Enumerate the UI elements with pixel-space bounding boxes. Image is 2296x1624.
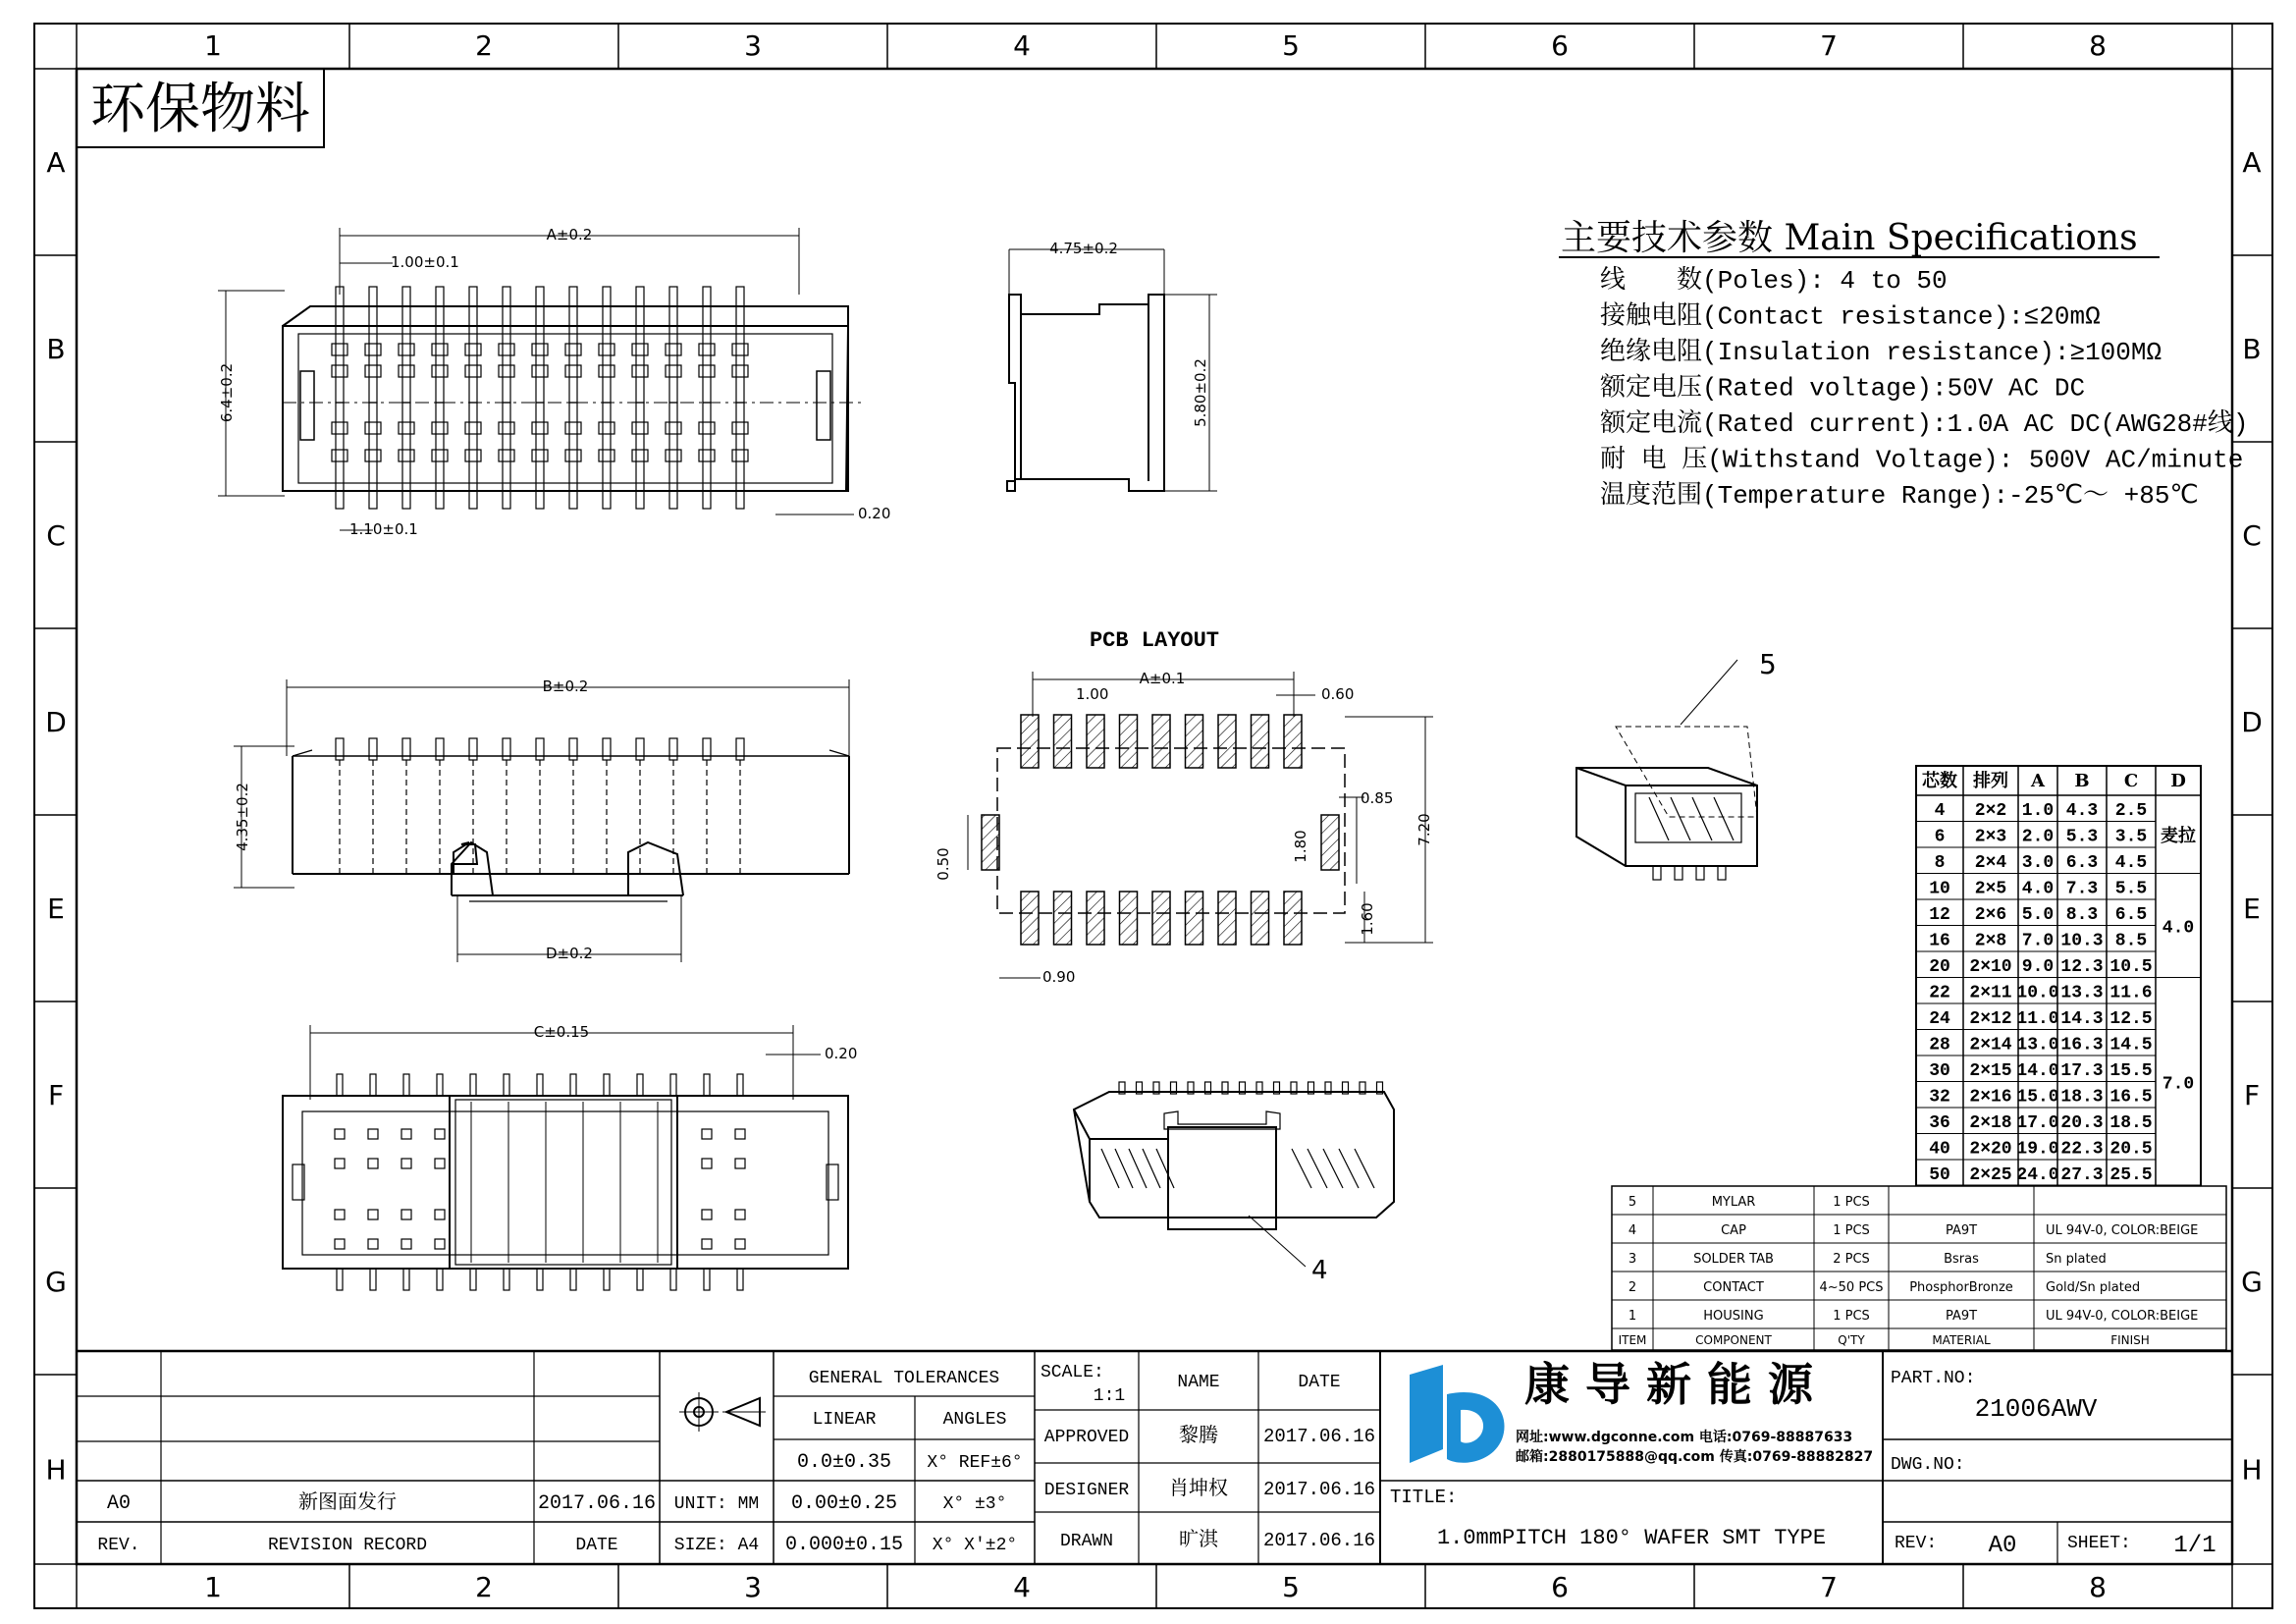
dim-side-h: 5.80±0.2 xyxy=(1192,358,1209,427)
dim-table-cell: 11.0 xyxy=(2016,1009,2059,1029)
dim-table-cell: 3.5 xyxy=(2114,827,2148,847)
approved-label: APPROVED xyxy=(1043,1428,1130,1447)
rev-date-header: DATE xyxy=(575,1536,618,1555)
dim-table-cell: 13.3 xyxy=(2060,983,2104,1003)
dim-table-cell: 5.0 xyxy=(2021,905,2055,925)
zone-row-G-left: G xyxy=(45,1266,67,1298)
zone-col-1-top: 1 xyxy=(204,29,222,62)
dim-table-cell: 16 xyxy=(1929,931,1950,951)
dim-table-cell: 16.3 xyxy=(2060,1035,2104,1056)
zone-col-7-bottom: 7 xyxy=(1820,1571,1838,1603)
dim-table-header: A xyxy=(2031,771,2045,791)
bom-cell: UL 94V-0, COLOR:BEIGE xyxy=(2046,1309,2199,1324)
dim-table-cell: 28 xyxy=(1929,1035,1950,1056)
zone-col-7-top: 7 xyxy=(1820,29,1838,62)
dim-table-cell: 25.5 xyxy=(2109,1165,2153,1185)
dim-table-cell: 14.0 xyxy=(2016,1061,2059,1081)
dim-table-cell: 22 xyxy=(1929,983,1950,1003)
designer-date: 2017.06.16 xyxy=(1262,1479,1376,1500)
tol-angle-1: X° REF±6° xyxy=(927,1453,1023,1473)
dim-table-header: 排列 xyxy=(1973,771,2008,791)
dim-table-cell: 7.3 xyxy=(2065,879,2099,899)
pcb-dim-050: 0.50 xyxy=(934,847,952,881)
dim-table-cell: 2×15 xyxy=(1969,1061,2012,1081)
zone-row-C-right: C xyxy=(2242,519,2262,552)
bom-header: FINISH xyxy=(2110,1333,2150,1347)
company-logo-icon xyxy=(1410,1365,1505,1463)
dim-table-cell: 5.5 xyxy=(2114,879,2148,899)
dim-table-cell: 6.3 xyxy=(2065,853,2099,873)
callout-item-5: 5 xyxy=(1759,648,1777,680)
dim-table-cell: 8.5 xyxy=(2114,931,2148,951)
bottom-view-dims xyxy=(534,1023,858,1062)
zone-col-2-top: 2 xyxy=(475,29,493,62)
dim-table-cell: 2×3 xyxy=(1974,827,2007,847)
spec-line: 温度范围(Temperature Range):-25℃～ +85℃ xyxy=(1600,481,2199,511)
zone-row-E-right: E xyxy=(2243,893,2261,925)
zone-col-4-top: 4 xyxy=(1013,29,1031,62)
bottom-view xyxy=(283,1025,848,1290)
dim-table-cell: 2×12 xyxy=(1969,1009,2012,1029)
spec-line: 线 数(Poles): 4 to 50 xyxy=(1600,266,1948,296)
dim-table-cell: 32 xyxy=(1929,1087,1950,1108)
dim-table-cell: 2×8 xyxy=(1974,931,2007,951)
bom-cell: 1 PCS xyxy=(1833,1223,1870,1238)
part-no-value: 21006AWV xyxy=(1974,1394,2098,1424)
dim-table-cell: 2×11 xyxy=(1969,983,2012,1003)
dim-table-header: B xyxy=(2074,771,2090,791)
drawn-date: 2017.06.16 xyxy=(1262,1530,1376,1551)
dim-table-cell: 10.0 xyxy=(2016,983,2059,1003)
pcb-dim-160: 1.60 xyxy=(1359,902,1376,936)
dim-table-cell: 10.5 xyxy=(2109,957,2153,977)
zone-row-E-left: E xyxy=(47,893,65,925)
designer-name: 肖坤权 xyxy=(1169,1476,1228,1499)
rev-value: A0 xyxy=(106,1492,132,1515)
rev-desc: 新图面发行 xyxy=(298,1489,397,1513)
linear-header: LINEAR xyxy=(812,1410,877,1430)
bom-header: COMPONENT xyxy=(1695,1333,1772,1347)
side-view xyxy=(1007,249,1217,491)
dim-table-cell: 6 xyxy=(1934,827,1946,847)
zone-col-5-bottom: 5 xyxy=(1282,1571,1300,1603)
dim-table-cell: 1.0 xyxy=(2021,801,2055,821)
rev-header: REV. xyxy=(97,1536,140,1555)
front-view-dims xyxy=(234,677,593,962)
bom-header: Q'TY xyxy=(1838,1333,1865,1347)
dim-front-d: D±0.2 xyxy=(546,945,593,962)
zone-col-8-top: 8 xyxy=(2089,29,2107,62)
zone-col-2-bottom: 2 xyxy=(475,1571,493,1603)
zone-col-4-bottom: 4 xyxy=(1013,1571,1031,1603)
dim-table-cell: 11.6 xyxy=(2109,983,2153,1003)
dim-top-020: 0.20 xyxy=(858,505,891,522)
dim-table-cell: 4.5 xyxy=(2114,853,2148,873)
dim-table-cell: 24 xyxy=(1929,1009,1950,1029)
dim-table-cell: 30 xyxy=(1929,1061,1950,1081)
bom-cell: MYLAR xyxy=(1711,1195,1756,1210)
dim-table-cell: 2×10 xyxy=(1969,957,2012,977)
angles-header: ANGLES xyxy=(942,1410,1007,1430)
dim-table-cell: 2×5 xyxy=(1974,879,2007,899)
bom-cell: PA9T xyxy=(1945,1309,1978,1324)
pcb-dim-pitch: 1.00 xyxy=(1076,685,1109,703)
bom-cell: 3 xyxy=(1628,1252,1637,1267)
approved-name: 黎腾 xyxy=(1179,1423,1218,1446)
tol-linear-1: 0.0±0.35 xyxy=(796,1451,892,1474)
dimension-table xyxy=(1916,766,2201,1186)
dim-table-cell: 14.3 xyxy=(2060,1009,2104,1029)
zone-row-F-right: F xyxy=(2243,1079,2261,1111)
bom-cell: 5 xyxy=(1628,1195,1637,1210)
bom-header: MATERIAL xyxy=(1932,1333,1991,1347)
bom-cell: PhosphorBronze xyxy=(1909,1280,2013,1295)
zone-row-B-left: B xyxy=(46,333,66,365)
zone-row-B-right: B xyxy=(2242,333,2262,365)
company-name: 康 导 新 能 源 xyxy=(1523,1358,1814,1411)
dim-table-cell: 2×6 xyxy=(1974,905,2007,925)
dim-table-cell: 40 xyxy=(1929,1139,1950,1160)
dim-table-cell: 12 xyxy=(1929,905,1950,925)
eco-label-box xyxy=(77,69,324,147)
callout-item-4: 4 xyxy=(1311,1256,1328,1285)
dim-table-cell: 2×18 xyxy=(1969,1113,2012,1133)
scale-value: 1:1 xyxy=(1093,1386,1126,1406)
spec-line: 耐 电 压(Withstand Voltage): 500V AC/minute xyxy=(1600,445,2244,475)
bom-cell: 2 PCS xyxy=(1833,1252,1870,1267)
rev-label: REV: xyxy=(1895,1534,1938,1553)
pcb-dim-085: 0.85 xyxy=(1361,789,1394,807)
scale-label: SCALE: xyxy=(1041,1363,1104,1382)
bom-cell: Sn plated xyxy=(2046,1252,2107,1267)
dim-table-cell: 8.3 xyxy=(2065,905,2099,925)
drawing-title: 1.0mmPITCH 180° WAFER SMT TYPE xyxy=(1436,1526,1827,1550)
rev-date: 2017.06.16 xyxy=(537,1492,657,1515)
dim-table-cell: 8 xyxy=(1934,853,1946,873)
spec-line: 绝缘电阻(Insulation resistance):≥100MΩ xyxy=(1600,338,2163,367)
dim-top-h: 6.4±0.2 xyxy=(218,362,236,423)
general-tolerances: GENERAL TOLERANCES xyxy=(808,1369,1000,1388)
spec-line: 额定电流(Rated current):1.0A AC DC(AWG28#线) xyxy=(1600,409,2249,439)
dim-bottom-c: C±0.15 xyxy=(533,1023,590,1041)
dim-table-cell: 22.3 xyxy=(2060,1139,2104,1160)
dim-table-cell: 36 xyxy=(1929,1113,1950,1133)
pcb-dim-090: 0.90 xyxy=(1042,968,1076,986)
bom-cell: CAP xyxy=(1721,1223,1746,1238)
dwg-no-label: DWG.NO: xyxy=(1891,1455,1965,1475)
dim-table-cell: 2×2 xyxy=(1974,801,2007,821)
zone-row-H-right: H xyxy=(2241,1453,2263,1487)
bom-cell: 1 PCS xyxy=(1833,1195,1870,1210)
bom-table xyxy=(1612,1186,2226,1350)
part-no-label: PART.NO: xyxy=(1891,1369,1976,1388)
tol-angle-3: X° X'±2° xyxy=(932,1536,1018,1555)
dim-table-cell: 2×25 xyxy=(1969,1165,2012,1185)
zone-row-A-right: A xyxy=(2242,146,2262,179)
dim-table-cell: 6.5 xyxy=(2114,905,2148,925)
rev-no-value: A0 xyxy=(1988,1533,2017,1559)
title-block-text xyxy=(97,1363,2216,1559)
dim-table-header: C xyxy=(2123,771,2139,791)
dim-table-cell: 2×4 xyxy=(1974,853,2007,873)
pcb-layout-dims xyxy=(934,628,1433,986)
dim-table-header: 芯数 xyxy=(1922,771,1957,791)
dim-top-pitch: 1.00±0.1 xyxy=(391,253,459,271)
zone-col-6-top: 6 xyxy=(1551,29,1569,62)
iso-view-large xyxy=(1074,1082,1394,1267)
bom-cell: SOLDER TAB xyxy=(1693,1252,1774,1267)
dim-front-b: B±0.2 xyxy=(542,677,589,695)
tol-linear-3: 0.000±0.15 xyxy=(784,1534,904,1556)
dim-table-cell: 14.5 xyxy=(2109,1035,2153,1056)
company-contact-2: 邮箱:2880175888@qq.com 传真:0769-88882827 xyxy=(1516,1449,1874,1465)
dim-table-cell: 7.0 xyxy=(2021,931,2055,951)
sheet-value: 1/1 xyxy=(2173,1533,2216,1559)
drawn-name: 旷淇 xyxy=(1179,1527,1218,1550)
iso-view-small xyxy=(1576,660,1757,880)
top-view xyxy=(218,228,864,530)
dim-table-cell: 2×20 xyxy=(1969,1139,2012,1160)
bom-cell: PA9T xyxy=(1945,1223,1978,1238)
dim-table-d-group: 7.0 xyxy=(2162,1074,2195,1095)
spec-line: 接触电阻(Contact resistance):≤20mΩ xyxy=(1600,301,2101,332)
dim-table-cell: 20 xyxy=(1929,957,1950,977)
zone-row-G-right: G xyxy=(2241,1266,2263,1298)
dim-table-cell: 27.3 xyxy=(2060,1165,2104,1185)
bom-cell: Gold/Sn plated xyxy=(2046,1280,2141,1295)
dim-side-w: 4.75±0.2 xyxy=(1049,240,1118,257)
dim-table-d-group: 麦拉 xyxy=(2161,827,2196,847)
dim-table-cell: 50 xyxy=(1929,1165,1950,1185)
bom-cell: 4~50 PCS xyxy=(1819,1280,1884,1295)
dim-table-cell: 13.0 xyxy=(2016,1035,2059,1056)
dim-table-cell: 12.5 xyxy=(2109,1009,2153,1029)
zone-col-8-bottom: 8 xyxy=(2089,1571,2107,1603)
dim-table-cell: 12.3 xyxy=(2060,957,2104,977)
dim-table-cell: 18.5 xyxy=(2109,1113,2153,1133)
designer-label: DESIGNER xyxy=(1043,1481,1130,1500)
zone-col-3-top: 3 xyxy=(744,29,762,62)
company-logo-block xyxy=(1410,1358,1873,1465)
zone-col-1-bottom: 1 xyxy=(204,1571,222,1603)
approved-date: 2017.06.16 xyxy=(1262,1426,1376,1447)
tol-angle-2: X° ±3° xyxy=(942,1494,1007,1514)
dim-table-cell: 3.0 xyxy=(2021,853,2055,873)
dim-table-cell: 10 xyxy=(1929,879,1950,899)
dim-table-cell: 17.3 xyxy=(2060,1061,2104,1081)
pcb-dim-a: A±0.1 xyxy=(1139,670,1186,687)
dim-bottom-020: 0.20 xyxy=(825,1045,858,1062)
size: SIZE: A4 xyxy=(673,1536,760,1555)
zone-col-5-top: 5 xyxy=(1282,29,1300,62)
dim-table-cell: 2.0 xyxy=(2021,827,2055,847)
title-label: TITLE: xyxy=(1390,1487,1458,1508)
bom-cell: UL 94V-0, COLOR:BEIGE xyxy=(2046,1223,2199,1238)
unit: UNIT: MM xyxy=(673,1494,760,1514)
dim-top-110: 1.10±0.1 xyxy=(349,520,418,538)
zone-row-D-left: D xyxy=(45,706,67,738)
front-view xyxy=(234,679,849,962)
zone-col-3-bottom: 3 xyxy=(744,1571,762,1603)
tol-linear-2: 0.00±0.25 xyxy=(790,1492,898,1515)
dim-table-cell: 18.3 xyxy=(2060,1087,2104,1108)
pcb-dim-180: 1.80 xyxy=(1292,830,1309,863)
dim-table-cell: 2.5 xyxy=(2114,801,2148,821)
spec-line: 额定电压(Rated voltage):50V AC DC xyxy=(1600,373,2086,404)
zone-row-C-left: C xyxy=(46,519,66,552)
company-contact-1: 网址:www.dgconne.com 电话:0769-88887633 xyxy=(1516,1430,1853,1445)
date-header: DATE xyxy=(1298,1373,1341,1392)
dim-top-a: A±0.2 xyxy=(546,226,593,244)
dim-table-cell: 24.0 xyxy=(2016,1165,2059,1185)
dim-front-h: 4.35±0.2 xyxy=(234,783,251,851)
dim-table-cell: 4 xyxy=(1934,801,1946,821)
pcb-dim-720: 7.20 xyxy=(1415,813,1433,846)
side-view-dims xyxy=(1049,240,1209,427)
specifications xyxy=(1559,218,2249,511)
sheet-label: SHEET: xyxy=(2067,1534,2131,1553)
dim-table-cell: 20.5 xyxy=(2109,1139,2153,1160)
eco-label: 环保物料 xyxy=(90,78,310,141)
bom-cell: CONTACT xyxy=(1703,1280,1764,1295)
dim-table-cell: 20.3 xyxy=(2060,1113,2104,1133)
dim-table-cell: 10.3 xyxy=(2060,931,2104,951)
dim-table-cell: 2×14 xyxy=(1969,1035,2012,1056)
bom-cell: 4 xyxy=(1628,1223,1637,1238)
dim-table-cell: 4.3 xyxy=(2065,801,2099,821)
dim-table-cell: 5.3 xyxy=(2065,827,2099,847)
zone-row-A-left: A xyxy=(46,146,66,179)
specs-title: 主要技术参数 Main Specifications xyxy=(1561,218,2138,258)
pcb-title: PCB LAYOUT xyxy=(1089,628,1220,653)
bom-cell: 1 xyxy=(1628,1309,1637,1324)
revision-record-header: REVISION RECORD xyxy=(267,1536,428,1555)
zone-row-D-right: D xyxy=(2241,706,2263,738)
dim-table-cell: 15.5 xyxy=(2109,1061,2153,1081)
dim-table-d-group: 4.0 xyxy=(2162,918,2195,939)
dim-table-cell: 19.0 xyxy=(2016,1139,2059,1160)
bom-cell: 2 xyxy=(1628,1280,1637,1295)
pcb-dim-060: 0.60 xyxy=(1321,685,1355,703)
dim-table-cell: 15.0 xyxy=(2016,1087,2059,1108)
zone-col-6-bottom: 6 xyxy=(1551,1571,1569,1603)
dim-table-cell: 2×16 xyxy=(1969,1087,2012,1108)
zone-row-H-left: H xyxy=(45,1453,67,1487)
dim-table-cell: 9.0 xyxy=(2021,957,2055,977)
zone-row-F-left: F xyxy=(47,1079,65,1111)
dim-table-header: D xyxy=(2170,771,2186,791)
dim-table-cell: 16.5 xyxy=(2109,1087,2153,1108)
drawn-label: DRAWN xyxy=(1059,1532,1114,1551)
dim-table-cell: 4.0 xyxy=(2021,879,2055,899)
bom-cell: Bsras xyxy=(1944,1252,1979,1267)
name-header: NAME xyxy=(1177,1373,1220,1392)
bom-cell: 1 PCS xyxy=(1833,1309,1870,1324)
bom-header: ITEM xyxy=(1618,1333,1647,1347)
dim-table-cell: 17.0 xyxy=(2016,1113,2059,1133)
bom-cell: HOUSING xyxy=(1703,1309,1764,1324)
